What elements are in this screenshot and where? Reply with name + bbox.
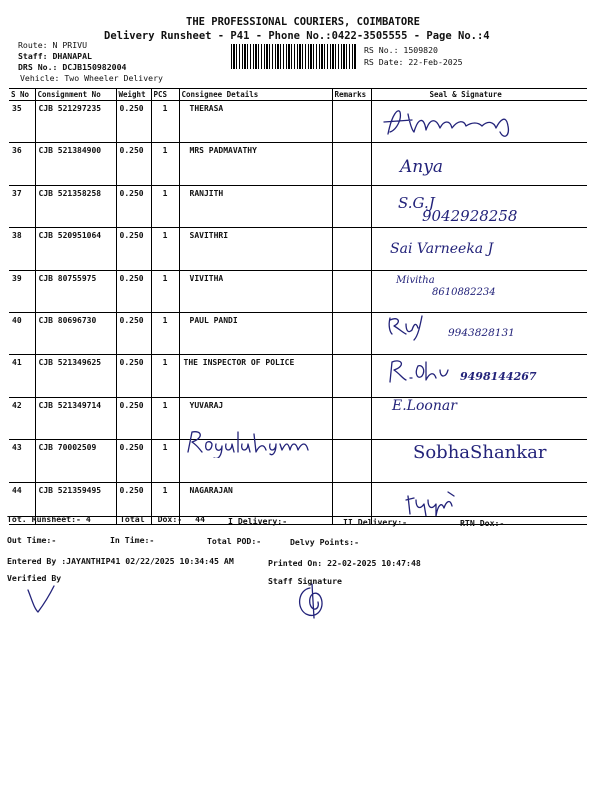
handwriting-row37-a: S.G.J [398, 194, 435, 212]
handwriting-row43-name: SobhaShankar [413, 442, 547, 463]
cell-pcs: 1 [151, 440, 179, 482]
handwriting-row37-b: 9042928258 [422, 207, 518, 225]
staff-signature-mark [292, 582, 332, 622]
cell-consignee: MRS PADMAVATHY [179, 143, 332, 185]
handwriting-row39-phone: 8610882234 [432, 287, 496, 298]
cell-pcs: 1 [151, 270, 179, 312]
total-dox: Total Dox:- 44 [120, 514, 206, 524]
footer-divider [9, 516, 587, 517]
cell-weight: 0.250 [116, 397, 151, 439]
table-row [9, 228, 587, 270]
cell-pcs: 1 [151, 101, 179, 143]
signature-row41 [386, 356, 456, 386]
cell-consignment: CJB 521297235 [35, 101, 116, 143]
cell-consignee: NAGARAJAN [179, 482, 332, 524]
cell-weight: 0.250 [116, 312, 151, 354]
rs-date: RS Date: 22-Feb-2025 [364, 57, 463, 67]
col-header-sno: S No [9, 89, 35, 101]
cell-pcs: 1 [151, 143, 179, 185]
cell-consignment: CJB 70002509 [35, 440, 116, 482]
cell-weight: 0.250 [116, 440, 151, 482]
cell-consignee: SAVITHRI [179, 228, 332, 270]
cell-weight: 0.250 [116, 143, 151, 185]
route-label: Route: N PRIVU [18, 40, 88, 50]
cell-sno: 41 [9, 355, 35, 397]
cell-sno: 36 [9, 143, 35, 185]
cell-consignment: CJB 521384900 [35, 143, 116, 185]
cell-sno: 42 [9, 397, 35, 439]
cell-weight: 0.250 [116, 185, 151, 227]
cell-sno: 35 [9, 101, 35, 143]
cell-remarks [332, 143, 371, 185]
barcode [231, 44, 357, 69]
signature-row44 [404, 486, 464, 520]
cell-remarks [332, 397, 371, 439]
handwriting-row42-name: E.Loonar [392, 398, 457, 414]
out-time: Out Time:- [7, 535, 57, 545]
cell-sno: 39 [9, 270, 35, 312]
cell-remarks [332, 440, 371, 482]
cell-sno: 40 [9, 312, 35, 354]
cell-remarks [332, 312, 371, 354]
col-header-weight: Weight [116, 89, 151, 101]
verified-by-mark [24, 582, 64, 622]
table-row [9, 270, 587, 312]
i-delivery: I Delivery:- [228, 516, 288, 526]
cell-consignment: CJB 521349625 [35, 355, 116, 397]
rtn-dox: RTN Dox:- [460, 518, 505, 528]
cell-pcs: 1 [151, 397, 179, 439]
cell-remarks [332, 270, 371, 312]
cell-consignee: YUVARAJ [179, 397, 332, 439]
cell-consignee: PAUL PANDI [179, 312, 332, 354]
col-header-remarks: Remarks [332, 89, 371, 101]
cell-consignment: CJB 520951064 [35, 228, 116, 270]
cell-pcs: 1 [151, 185, 179, 227]
drs-number: DRS No.: DCJB150982004 [18, 62, 127, 72]
signature-row43-overflow [180, 428, 330, 458]
cell-remarks [332, 101, 371, 143]
company-title: THE PROFESSIONAL COURIERS, COIMBATORE [186, 16, 420, 28]
cell-remarks [332, 185, 371, 227]
cell-pcs: 1 [151, 312, 179, 354]
cell-weight: 0.250 [116, 101, 151, 143]
cell-remarks [332, 228, 371, 270]
cell-consignment: CJB 80755975 [35, 270, 116, 312]
col-header-consignment: Consignment No [35, 89, 116, 101]
cell-consignee: RANJITH [179, 185, 332, 227]
cell-pcs: 1 [151, 482, 179, 524]
cell-weight: 0.250 [116, 482, 151, 524]
rs-number: RS No.: 1509820 [364, 45, 438, 55]
cell-sno: 38 [9, 228, 35, 270]
total-pod: Total POD:- [207, 536, 262, 546]
delvy-points: Delvy Points:- [290, 537, 360, 547]
col-header-consignee: Consignee Details [179, 89, 332, 101]
entered-by: Entered By :JAYANTHIP41 02/22/2025 10:34:45 AM [7, 556, 234, 566]
cell-sno: 37 [9, 185, 35, 227]
printed-on: Printed On: 22-02-2025 10:47:48 [268, 558, 421, 568]
handwriting-row40-phone: 9943828131 [448, 327, 515, 339]
verified-by: Verified By [7, 573, 62, 583]
table-header-row [9, 89, 587, 101]
cell-consignment: CJB 521359495 [35, 482, 116, 524]
cell-sno: 43 [9, 440, 35, 482]
handwriting-row39-name: Mivitha [396, 275, 435, 286]
ii-delivery: II Delivery:- [343, 517, 408, 527]
table-row [9, 143, 587, 185]
col-header-signature: Seal & Signature [371, 89, 587, 101]
staff-label: Staff: DHANAPAL [18, 51, 92, 61]
cell-consignee: VIVITHA [179, 270, 332, 312]
cell-weight: 0.250 [116, 228, 151, 270]
col-header-pcs: PCS [151, 89, 179, 101]
handwriting-row36-name: Anya [400, 157, 443, 177]
cell-consignment: CJB 521349714 [35, 397, 116, 439]
tot-runsheet: Tot. Runsheet:- 4 [7, 514, 91, 524]
vehicle-label: Vehicle: Two Wheeler Delivery [20, 73, 163, 83]
cell-weight: 0.250 [116, 355, 151, 397]
runsheet-subtitle: Delivery Runsheet - P41 - Phone No.:0422-3505555 - Page No.:4 [104, 30, 490, 42]
cell-consignee: THE INSPECTOR OF POLICE [179, 355, 332, 397]
handwriting-row38-name: Sai Varneeka J [390, 241, 494, 257]
cell-consignment: CJB 521358258 [35, 185, 116, 227]
cell-pcs: 1 [151, 355, 179, 397]
cell-sno: 44 [9, 482, 35, 524]
cell-weight: 0.250 [116, 270, 151, 312]
cell-remarks [332, 355, 371, 397]
signature-row40 [384, 312, 434, 342]
in-time: In Time:- [110, 535, 155, 545]
cell-consignment: CJB 80696730 [35, 312, 116, 354]
staff-signature-label: Staff Signature [268, 576, 342, 586]
cell-consignee: THERASA [179, 101, 332, 143]
handwriting-row41-phone: 9498144267 [460, 370, 537, 383]
cell-pcs: 1 [151, 228, 179, 270]
signature-row35 [378, 104, 538, 144]
